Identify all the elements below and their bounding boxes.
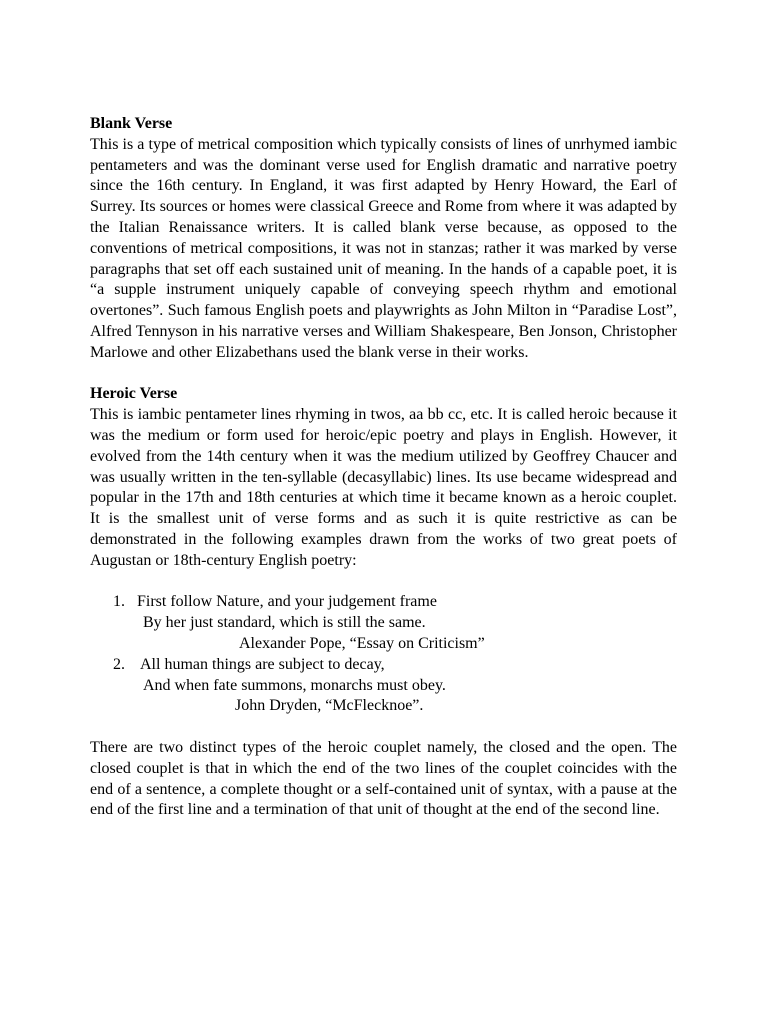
section-heading-heroic-verse: Heroic Verse: [90, 385, 178, 403]
example-list: [90, 592, 677, 717]
blank-verse-paragraph: This is a type of metrical composition which typically consists of lines of unrhymed iambic pentameters and was the dominant verse used for English dramatic and narrative poetry since the 16th century. In England, it was first adapted by Henry Howard, the Earl of Surrey. Its sources or homes were classical Greece and Rome from where it was adapted by the Italian Renaissance writers. It is called blank verse because, as opposed to the conventions of metrical compositions, it was not in stanzas; rather it was marked by verse paragraphs that set off each sustained unit of meaning. In the hands of a capable poet, it is “a supple instrument uniquely capable of conveying speech rhythm and emotional overtones”. Such famous English poets and playwrights as John Milton in “Paradise Lost”, Alfred Tennyson in his narrative verses and William Shakespeare, Ben Jonson, Christopher Marlowe and other Elizabethans used the blank verse in their works.: [90, 135, 677, 361]
section-heading-blank-verse: Blank Verse: [90, 115, 173, 132]
example-attribution: Alexander Pope, “Essay on Criticism”: [239, 634, 485, 652]
example-1-first-line: [90, 592, 677, 613]
verse-line: First follow Nature, and your judgement frame: [137, 593, 437, 611]
example-number: 1.: [113, 593, 125, 611]
document-page: [90, 114, 677, 821]
spacer: [90, 717, 677, 738]
example-2-first-line: [90, 655, 677, 676]
verse-line: All human things are subject to decay,: [140, 655, 385, 673]
spacer: [90, 364, 677, 385]
example-number: 2.: [113, 655, 125, 673]
verse-line: By her just standard, which is still the same.: [143, 614, 426, 632]
heroic-verse-paragraph: This is iambic pentameter lines rhyming in twos, aa bb cc, etc. It is called heroic because it was the medium or form used for heroic/epic poetry and plays in English. However, it evolved from the 14th century when it was the medium utilized by Geoffrey Chaucer and was usually written in the ten-syllable (decasyllabic) lines. Its use became widespread and popular in the 17th and 18th centuries at which time it became known as a heroic couplet. It is the smallest unit of verse forms and as such it is quite restrictive as can be demonstrated in the following examples drawn from the works of two great poets of Augustan or 18th-century English poetry:: [90, 406, 677, 569]
closing-paragraph: There are two distinct types of the heroic couplet namely, the closed and the open. The closed couplet is that in which the end of the two lines of the couplet coincides with the end of a sentence, a complete thought or a self-contained unit of syntax, with a pause at the end of the first line and a termination of that unit of thought at the end of the second line.: [90, 738, 677, 819]
spacer: [90, 572, 677, 593]
example-attribution: John Dryden, “McFlecknoe”.: [235, 697, 424, 715]
verse-line: And when fate summons, monarchs must obey.: [143, 676, 446, 694]
